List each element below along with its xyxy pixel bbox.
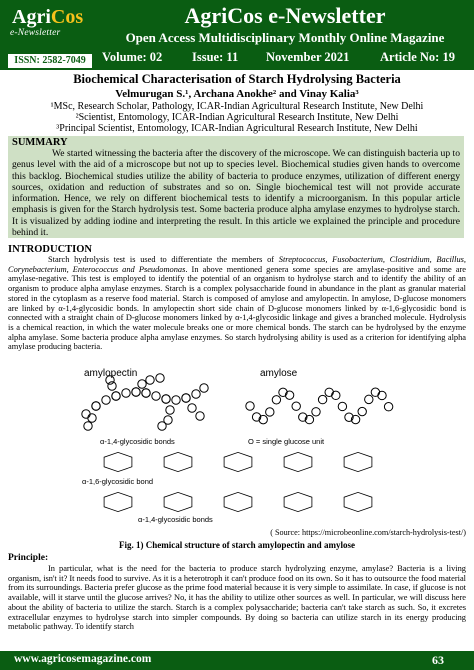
figure-caption: Fig. 1) Chemical structure of starch amylopectin and amylose [119,540,355,550]
newsletter-subtitle: Open Access Multidisciplinary Monthly Online Magazine [125,30,445,45]
footer-url[interactable]: www.agricosemagazine.com [14,653,152,665]
principle-text: In particular, what is the need for the bacteria to produce starch hydrolyzing enzyme, amylase? Bacteria is a living organism, isn't it? It needs food to survive. As it is a heterotroph it can't produce food on its own. So it has to outsource the food material from its surroundings. Bacteria prefer glucose as the prime food material because it is very simple to assimilate. In case, if glucose is not available, will it starve until the glucose arrives? No, it has the ability to utilize other sources as well. In particular, we will discuss here about the ability of bacteria to utilize the starch. Starch is a complex polysaccharide; bacteria can't take starch as such. So, it excretes extracellular enzymes to hydrolyse starch into simpler compounds. By doing so bacteria can utilize starch in its energy producing metabolic pathway. To identify starch [8,564,466,632]
affiliation: ³Principal Scientist, Entomology, ICAR-Indian Agricultural Research Institute, New Delhi [56,123,418,134]
glucose-unit [318,395,326,403]
glucose-unit [266,408,274,416]
glucose-unit [84,422,92,430]
glucose-unit [172,396,180,404]
glucose-unit [122,389,130,397]
summary-heading: SUMMARY [12,137,68,148]
glucose-unit [132,388,140,396]
amylose-label: amylose [260,368,298,379]
glucose-ring [344,452,372,471]
affiliation: ²Scientist, Entomology, ICAR-Indian Agricultural Research Institute, New Delhi [75,112,399,123]
glucose-ring [104,452,132,471]
amylose-diagram [246,388,393,424]
glucose-unit [108,382,116,390]
newsletter-title: AgriCos e-Newsletter [184,3,386,28]
alpha-14b-label: α-1,4-glycosidic bonds [138,515,213,524]
glucose-unit [92,402,100,410]
glucose-unit [188,404,196,412]
glucose-unit [246,402,254,410]
glucose-ring [104,492,132,511]
glucose-ring [284,452,312,471]
glucose-ring [224,492,252,511]
summary-text: We started witnessing the bacteria after the discovery of the microscope. We can distinguish bacteria up to genus level with the aid of a microscope but not up to species level. Biochemical studies given hands to overcome this backlog. Biochemical studies utilize the ability of bacteria to produce enzymes, utilization of different energy sources, oxidation and reduction of substrates and so on. Single biochemical test will not provide accurate information. Hence, we rely on different biochemical tests to identify a microorganism. In this popular article emphasis is given for the Starch hydrolysis test. Some bacteria produce alpha amylase enzymes to hydrolyse starch. It is visualized by adding iodine and interpreting the result. In this article we explained the principle and procedure behind it. [12,148,460,239]
glucose-unit [102,396,110,404]
glucose-ring-row-top [104,452,372,471]
glucose-unit [338,402,346,410]
glucose-unit [166,406,174,414]
article-title: Biochemical Characterisation of Starch Hydrolysing Bacteria [73,72,401,86]
glucose-unit [196,412,204,420]
glucose-unit [88,414,96,422]
logo-subtext: e-Newsletter [10,28,61,38]
glucose-unit [192,390,200,398]
glucose-unit [138,380,146,388]
glucose-unit [325,388,333,396]
introduction-heading: INTRODUCTION [8,244,93,255]
volume-label: Volume: 02 [102,50,163,64]
amylopectin-diagram [82,374,208,430]
glucose-unit [182,394,190,402]
article-authors: Velmurugan S.¹, Archana Anokhe² and Vinay Kalia³ [115,88,359,100]
article-number: Article No: 19 [380,50,455,64]
date-label: November 2021 [266,50,350,64]
affiliation: ¹MSc, Research Scholar, Pathology, ICAR-Indian Agricultural Research Institute, New Delhi [50,101,424,112]
logo [4,4,92,66]
glucose-unit [365,395,373,403]
glucose-ring [344,492,372,511]
glucose-unit [332,391,340,399]
glucose-ring-row-bottom [104,492,372,511]
issue-info-row [96,50,470,66]
glucose-unit [82,410,90,418]
glucose-unit [272,396,280,404]
glucose-unit [384,403,392,411]
starch-structure-figure [78,366,400,526]
page-number: 63 [432,653,444,667]
glucose-unit [378,391,386,399]
glucose-unit [156,374,164,382]
alpha-14-label: α-1,4-glycosidic bonds [100,437,175,446]
glucose-unit [142,389,150,397]
alpha-16-label: α-1,6-glycosidic bond [82,477,154,486]
introduction-text: Starch hydrolysis test is used to differentiate the members of Streptococcus, Fusobacterium, Clostridium, Bacillus, Corynebacterium, Enterococcus and Pseudomonas. In above mentioned genera some species are amylase-positive and some are amylase-negative. This test is employed to identify the potential of an organism to hydrolyse starch and to identify the ability of an organism to produce alpha amylase enzymes. Starch is a complex polysaccharide found in abundance in the plant as granular material stored in the cytoplasm as a reserve food material. Starch is composed of amylose and amylopectin. In amylose, D-glucose monomers are linked by α-1,4-glycosidic bonds. In amylopectin short side chain of D-glucose monomers linked by α-1,6-glycosidic bond is connected with a straight chain of D-glucose monomers linked by α-1,4-glycosidic linkage and gives a branched molecule. Hydrolysis is a chemical reaction, in which the water molecule breaks one or more chemical bonds. The starch can be hydrolysed by the enzyme alpha amylase. Some bacteria produce alpha amylase enzymes. So starch hydrolysing ability is used as a criterion for identifying alpha amylase producing bacteria. [8,255,466,352]
issn-label: ISSN: 2582-7049 [8,54,92,68]
glucose-ring [164,452,192,471]
glucose-unit [371,388,379,396]
glucose-unit [158,422,166,430]
glucose-ring [284,492,312,511]
issue-label: Issue: 11 [192,50,239,64]
glucose-unit [152,392,160,400]
glucose-unit [200,384,208,392]
glucose-ring [164,492,192,511]
glucose-unit [292,402,300,410]
glucose-unit [358,407,366,415]
logo-text: AgriCos [12,6,84,28]
glucose-unit-label: O = single glucose unit [248,437,325,446]
principle-heading: Principle: [8,553,49,563]
glucose-ring [224,452,252,471]
glucose-unit [162,395,170,403]
amylopectin-label: amylopectin [84,368,138,379]
figure-source: ( Source: https://microbeonline.com/starch-hydrolysis-test/) [270,528,466,537]
glucose-unit [146,376,154,384]
glucose-unit [312,408,320,416]
glucose-unit [112,392,120,400]
